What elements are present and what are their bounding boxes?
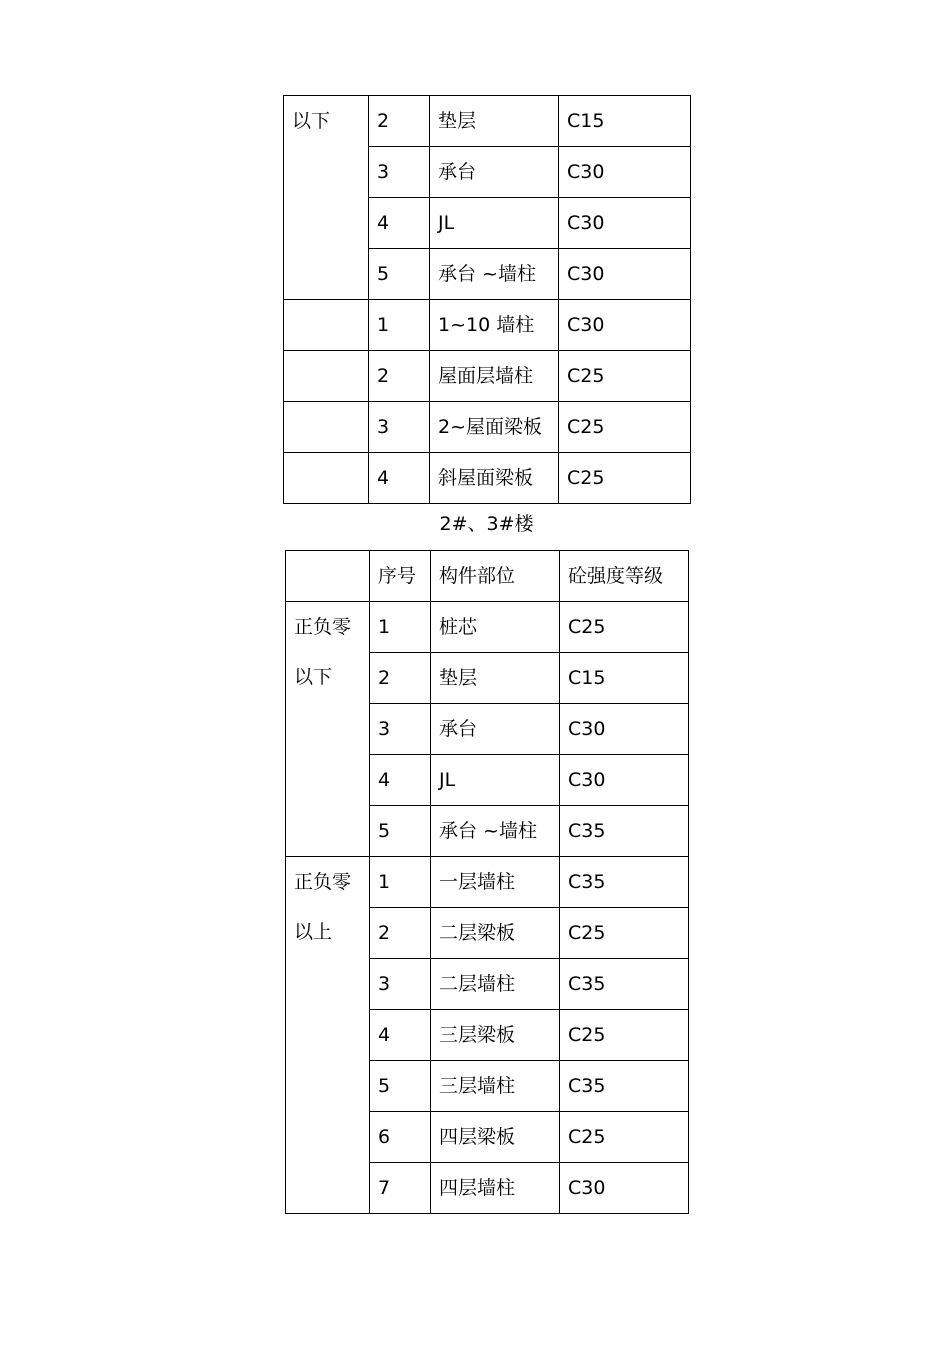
row-number: 2 bbox=[370, 908, 431, 959]
concrete-grade: C25 bbox=[560, 1010, 689, 1061]
member-part: 一层墙柱 bbox=[431, 857, 560, 908]
concrete-grade: C25 bbox=[559, 351, 691, 402]
row-number: 4 bbox=[369, 453, 430, 504]
concrete-grade: C30 bbox=[560, 704, 689, 755]
member-part: 2~屋面梁板 bbox=[430, 402, 559, 453]
concrete-grade: C30 bbox=[560, 1163, 689, 1214]
row-number: 2 bbox=[370, 653, 431, 704]
row-number: 7 bbox=[370, 1163, 431, 1214]
member-part: 1~10 墙柱 bbox=[430, 300, 559, 351]
row-number: 4 bbox=[370, 1010, 431, 1061]
row-number: 3 bbox=[369, 147, 430, 198]
group-label: 以下 bbox=[284, 96, 369, 300]
concrete-grade: C25 bbox=[560, 908, 689, 959]
group-label: 正负零 以上 bbox=[286, 857, 370, 1214]
table-header-row bbox=[286, 551, 689, 602]
header-cell-grade: 砼强度等级 bbox=[560, 551, 689, 602]
concrete-grade: C25 bbox=[559, 453, 691, 504]
member-part: 承台 bbox=[431, 704, 560, 755]
row-number: 1 bbox=[370, 857, 431, 908]
header-cell-part: 构件部位 bbox=[431, 551, 560, 602]
concrete-grade: C25 bbox=[559, 402, 691, 453]
row-number: 1 bbox=[370, 602, 431, 653]
member-part: 二层梁板 bbox=[431, 908, 560, 959]
member-part: 二层墙柱 bbox=[431, 959, 560, 1010]
table-row bbox=[286, 857, 689, 908]
table-body bbox=[286, 551, 689, 1214]
concrete-grade: C25 bbox=[560, 1112, 689, 1163]
header-cell-number: 序号 bbox=[370, 551, 431, 602]
row-number: 3 bbox=[370, 704, 431, 755]
member-part: 垫层 bbox=[430, 96, 559, 147]
row-number: 3 bbox=[369, 402, 430, 453]
row-number: 5 bbox=[370, 1061, 431, 1112]
concrete-grade: C30 bbox=[560, 755, 689, 806]
member-part: 承台 bbox=[430, 147, 559, 198]
concrete-grade: C25 bbox=[560, 602, 689, 653]
member-part: 四层梁板 bbox=[431, 1112, 560, 1163]
member-part: 四层墙柱 bbox=[431, 1163, 560, 1214]
table-row bbox=[286, 602, 689, 653]
concrete-grade: C30 bbox=[559, 300, 691, 351]
member-part: 屋面层墙柱 bbox=[430, 351, 559, 402]
row-number: 5 bbox=[370, 806, 431, 857]
group-label: 正负零 以下 bbox=[286, 602, 370, 857]
concrete-grade: C35 bbox=[560, 1061, 689, 1112]
concrete-grade: C35 bbox=[560, 806, 689, 857]
concrete-grade: C30 bbox=[559, 198, 691, 249]
member-part: 承台 ~墙柱 bbox=[430, 249, 559, 300]
member-part: 三层墙柱 bbox=[431, 1061, 560, 1112]
table-row bbox=[284, 96, 691, 147]
member-part: 桩芯 bbox=[431, 602, 560, 653]
member-part: 三层梁板 bbox=[431, 1010, 560, 1061]
member-part: JL bbox=[430, 198, 559, 249]
table-row bbox=[284, 402, 691, 453]
empty-group-cell bbox=[284, 453, 369, 504]
row-number: 2 bbox=[369, 351, 430, 402]
table-caption: 2#、3#楼 bbox=[439, 513, 534, 535]
empty-group-cell bbox=[284, 300, 369, 351]
table-row bbox=[284, 300, 691, 351]
concrete-grade: C30 bbox=[559, 249, 691, 300]
row-number: 5 bbox=[369, 249, 430, 300]
row-number: 2 bbox=[369, 96, 430, 147]
concrete-grade-table-continued bbox=[283, 95, 691, 504]
row-number: 4 bbox=[369, 198, 430, 249]
table-row bbox=[284, 351, 691, 402]
concrete-grade: C35 bbox=[560, 857, 689, 908]
concrete-grade: C15 bbox=[560, 653, 689, 704]
concrete-grade: C30 bbox=[559, 147, 691, 198]
empty-group-cell bbox=[284, 402, 369, 453]
table-body bbox=[284, 96, 691, 504]
table-row bbox=[284, 453, 691, 504]
concrete-grade-table-building-2-3 bbox=[285, 550, 689, 1214]
member-part: 承台 ~墙柱 bbox=[431, 806, 560, 857]
concrete-grade: C35 bbox=[560, 959, 689, 1010]
row-number: 4 bbox=[370, 755, 431, 806]
concrete-grade: C15 bbox=[559, 96, 691, 147]
member-part: 垫层 bbox=[431, 653, 560, 704]
row-number: 1 bbox=[369, 300, 430, 351]
member-part: 斜屋面梁板 bbox=[430, 453, 559, 504]
row-number: 6 bbox=[370, 1112, 431, 1163]
member-part: JL bbox=[431, 755, 560, 806]
row-number: 3 bbox=[370, 959, 431, 1010]
empty-group-cell bbox=[284, 351, 369, 402]
header-cell-group bbox=[286, 551, 370, 602]
